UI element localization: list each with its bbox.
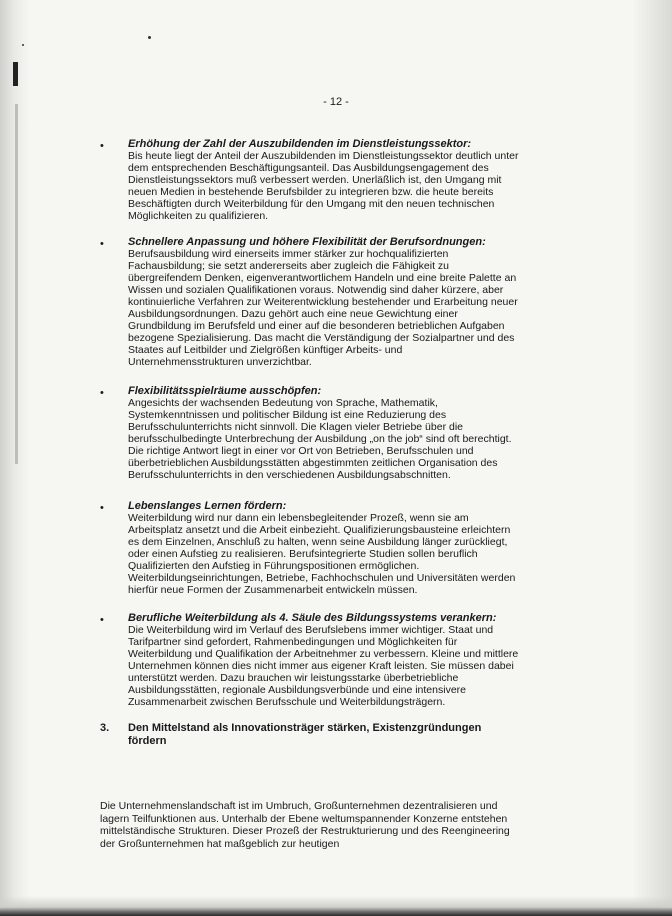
bullet-item <box>100 138 520 222</box>
bullet-text: Angesichts der wachsenden Bedeutung von Sprache, Mathematik, Systemkenntnissen und politischer Bildung ist eine Reduzierung des Berufsschulunterrichts nicht sinnvoll. Die Klagen vieler Betriebe über die berufsschulbedingte Unterbrechung der Ausbildung „on the job“ sind oft berechtigt. Die richtige Antwort liegt in einer vor Ort von Betrieben, Berufsschulen und überbetrieblichen Ausbildungsstätten abgestimmten zeitlichen Organisation des Berufsschulunterrichts in den verschiedenen Ausbildungsabschnitten. <box>128 397 512 481</box>
bullet-item <box>100 385 520 481</box>
bullet-text: Berufsausbildung wird einerseits immer stärker zur hochqualifizierten Fachausbildung; sie setzt andererseits aber zugleich die Fähigkeit zu übergreifendem Denken, eigenverantwortlichem Handeln und eine breite Palette an Wissen und sozialen Qualifikationen voraus. Notwendig sind daher kürzere, aber kontinuierliche Verfahren zur Weiterentwicklung bestehender und Erarbeitung neuer Ausbildungsordnungen. Dazu gehört auch eine neue Gewichtung einer Grundbildung im Berufsfeld und einer auf die besonderen betrieblichen Aufgaben bezogene Spezialisierung. Das macht die Verständigung der Sozialpartner und des Staates auf Leitbilder und Zielgrößen künftiger Arbeits- und Unternehmensstrukturen unverzichtbar. <box>128 248 518 368</box>
bullet-marker: • <box>100 238 104 250</box>
scan-edge-mark <box>13 62 18 86</box>
bullet-title: Erhöhung der Zahl der Auszubildenden im Dienstleistungssektor: <box>128 138 472 150</box>
bullet-title: Lebenslanges Lernen fördern: <box>128 500 287 512</box>
bullet-item <box>100 612 520 708</box>
bullet-marker: • <box>100 614 104 626</box>
scan-edge-shadow <box>15 104 18 464</box>
bullet-text: Die Weiterbildung wird im Verlauf des Berufslebens immer wichtiger. Staat und Tarifpartner sind gefordert, Rahmenbedingungen und Möglichkeiten für Weiterbildung und Qualifikation der Arbeitnehmer zu verbessern. Kleine und mittlere Unternehmen können dies nicht immer aus eigener Kraft leisten. Sie müssen dabei unterstützt werden. Dazu brauchen wir leistungsstarke überbetriebliche Ausbildungsstätten, regionale Ausbildungsverbünde und eine intensivere Zusammenarbeit zwischen Berufsschule und Weiterbildungsträgern. <box>128 624 519 708</box>
section-heading <box>100 722 520 748</box>
page-number: - 12 - <box>323 96 349 108</box>
bullet-marker: • <box>100 387 104 399</box>
scan-right-edge <box>632 0 672 916</box>
bullet-title: Flexibilitätsspielräume ausschöpfen: <box>128 385 322 397</box>
section-number: 3. <box>100 722 110 734</box>
bullet-title: Berufliche Weiterbildung als 4. Säule des Bildungssystems verankern: <box>128 612 497 624</box>
bullet-text: Weiterbildung wird nur dann ein lebensbegleitender Prozeß, wenn sie am Arbeitsplatz ansetzt und die Arbeit einbezieht. Qualifizierungsbausteine erleichtern es dem Einzelnen, Anschluß zu halten, wenn seine Ausbildung länger zurückliegt, oder einen Aufstieg zu realisieren. Berufsintegrierte Studien sollen beruflich Qualifizierten den Aufstieg in Führungspositionen ermöglichen. Weiterbildungseinrichtungen, Betriebe, Fachhochschulen und Universitäten werden hierfür neue Formen der Zusammenarbeit entwickeln müssen. <box>128 512 516 596</box>
scan-bottom-edge <box>0 896 672 916</box>
bullet-item <box>100 236 520 368</box>
bullet-marker: • <box>100 502 104 514</box>
section-title: Den Mittelstand als Innovationsträger stärken, Existenzgründungen fördern <box>128 722 482 747</box>
bullet-list <box>100 138 520 748</box>
bullet-title: Schnellere Anpassung und höhere Flexibilität der Berufsordnungen: <box>128 236 486 248</box>
scan-speck <box>22 44 24 46</box>
bullet-marker: • <box>100 140 104 152</box>
bullet-text: Bis heute liegt der Anteil der Auszubildenden im Dienstleistungssektor deutlich unter dem entsprechenden Beschäftigungsanteil. Das Ausbildungsengagement des Dienstleistungssektors muß verbessert werden. Unerläßlich ist, den Umgang mit neuen Medien in bestehende Berufsbilder zu integrieren bzw. die heute bereits Beschäftigten durch Weiterbildung für den Umgang mit den neuen technischen Möglichkeiten zu qualifizieren. <box>128 150 519 222</box>
scan-speck <box>148 36 151 39</box>
body-paragraph: Die Unternehmenslandschaft ist im Umbruch, Großunternehmen dezentralisieren und lagern Teilfunktionen aus. Unterhalb der Ebene weltumspannender Konzerne entstehen mittelständische Strukturen. Dieser Prozeß der Restrukturierung und des Reengineering der Großunternehmen hat maßgeblich zur heutigen <box>100 800 510 850</box>
bullet-item <box>100 500 520 596</box>
